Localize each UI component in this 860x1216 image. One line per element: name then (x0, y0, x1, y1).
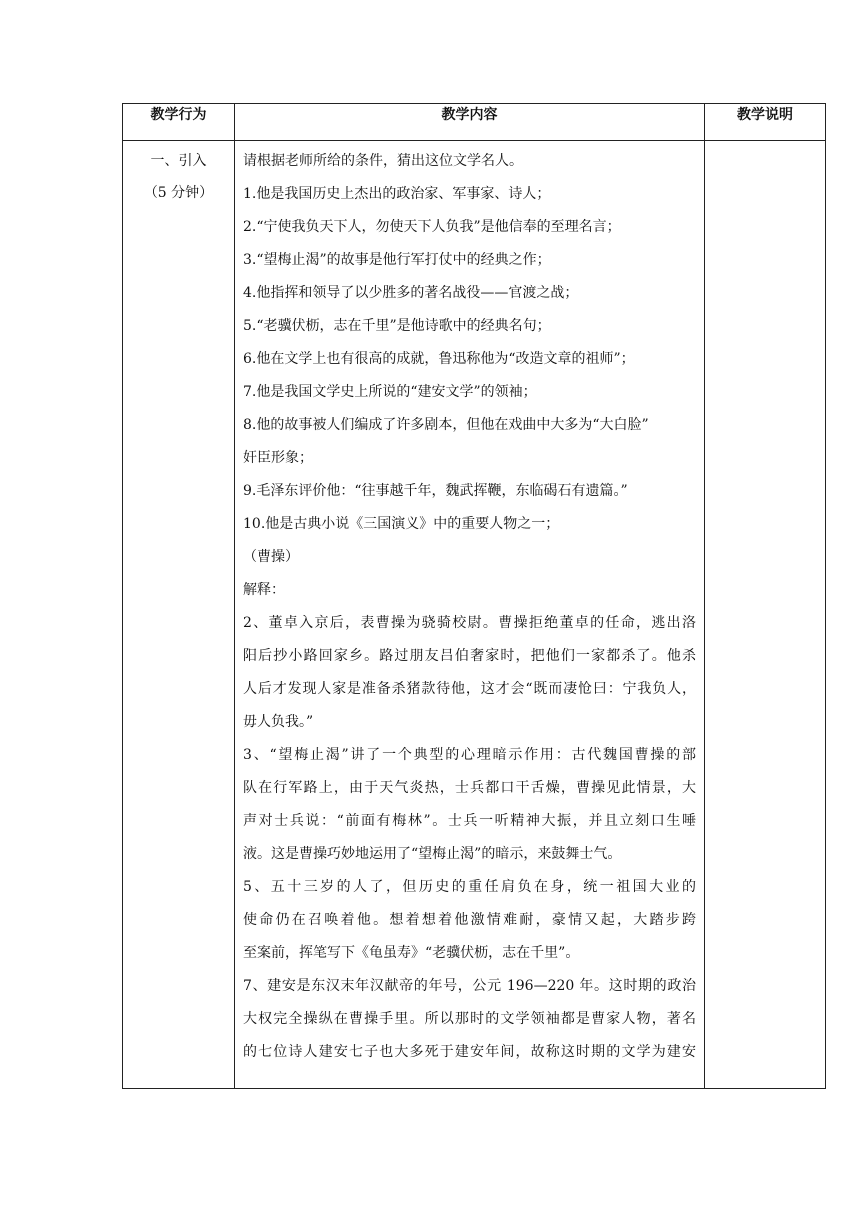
content-line: 人后才发现人家是准备杀猪款待他，这才会“既而凄怆曰：宁我负人， (243, 681, 696, 697)
content-line: 7.他是我国文学史上所说的“建安文学”的领袖； (243, 384, 537, 400)
content-line: 的七位诗人建安七子也大多死于建安年间，故称这时期的文学为建安 (243, 1044, 696, 1060)
content-line: 3、“望梅止渴”讲了一个典型的心理暗示作用：古代魏国曹操的部 (243, 747, 696, 763)
content-line: 声对士兵说：“前面有梅林”。士兵一听精神大振，并且立刻口生唾 (243, 813, 696, 829)
stage-duration: （5 分钟） (143, 185, 214, 201)
content-line: （曹操） (243, 549, 299, 565)
header-teaching-behavior: 教学行为 (123, 104, 235, 141)
content-line: 10.他是古典小说《三国演义》中的重要人物之一； (243, 516, 560, 532)
content-line: 队在行军路上，由于天气炎热，士兵都口干舌燥，曹操见此情景，大 (243, 780, 696, 796)
content-line: 9.毛泽东评价他：“往事越千年，魏武挥鞭，东临碣石有遗篇。” (243, 483, 628, 499)
content-line: 使命仍在召唤着他。想着想着他激情难耐，豪情又起，大踏步跨 (243, 912, 696, 928)
content-line: 3.“望梅止渴”的故事是他行军打仗中的经典之作； (243, 252, 551, 268)
notes-cell (705, 141, 826, 1089)
content-line: 7、建安是东汉末年汉献帝的年号，公元 196—220 年。这时期的政治 (243, 978, 696, 994)
content-line: 2、董卓入京后，表曹操为骁骑校尉。曹操拒绝董卓的任命，逃出洛 (243, 615, 696, 631)
content-line: 2.“宁使我负天下人，勿使天下人负我”是他信奉的至理名言； (243, 219, 621, 235)
content-line: 请根据老师所给的条件，猜出这位文学名人。 (243, 153, 523, 169)
content-line: 5、五十三岁的人了，但历史的重任肩负在身，统一祖国大业的 (243, 879, 696, 895)
table-row (123, 141, 826, 1089)
content-lines (235, 141, 704, 1069)
header-teaching-notes: 教学说明 (705, 104, 826, 141)
content-line: 大权完全操纵在曹操手里。所以那时的文学领袖都是曹家人物，著名 (243, 1011, 696, 1027)
content-line: 5.“老骥伏枥，志在千里”是他诗歌中的经典名句； (243, 318, 551, 334)
content-cell (235, 141, 705, 1089)
content-line: 1.他是我国历史上杰出的政治家、军事家、诗人； (243, 186, 551, 202)
stage-title: 一、引入 (150, 153, 207, 169)
header-teaching-content: 教学内容 (235, 104, 705, 141)
content-line: 液。这是曹操巧妙地运用了“望梅止渴”的暗示，来鼓舞士气。 (243, 846, 622, 862)
content-line: 阳后抄小路回家乡。路过朋友吕伯奢家时，把他们一家都杀了。他杀 (243, 648, 696, 664)
lesson-plan-table (122, 103, 826, 1089)
content-line: 至案前，挥笔写下《龟虽寿》“老骥伏枥，志在千里”。 (243, 945, 580, 961)
content-line: 解释： (243, 582, 285, 598)
table-header-row (123, 104, 826, 141)
stage-cell (123, 141, 235, 1089)
content-line: 毋人负我。” (243, 714, 314, 730)
content-line: 奸臣形象； (243, 450, 313, 466)
content-line: 4.他指挥和领导了以少胜多的著名战役——官渡之战； (243, 285, 579, 301)
content-line: 6.他在文学上也有很高的成就，鲁迅称他为“改造文章的祖师”； (243, 351, 635, 367)
content-line: 8.他的故事被人们编成了许多剧本，但他在戏曲中大多为“大白脸” (243, 417, 649, 433)
